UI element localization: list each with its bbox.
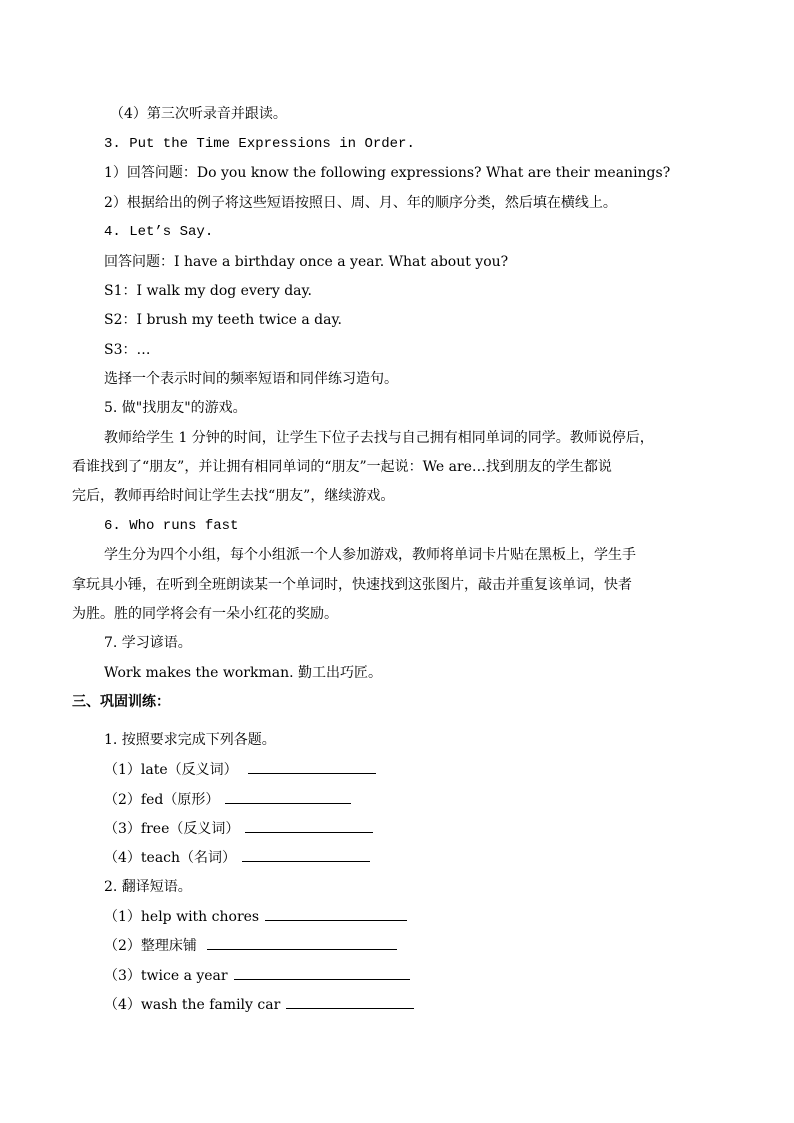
item-4-s2: S2：I brush my teeth twice a day. [104,312,342,328]
answer-blank[interactable] [248,759,376,774]
exercise-2-item [104,906,407,927]
item-4-s3: S3：… [104,342,151,358]
item-6-paragraph-line-2: 拿玩具小锤，在听到全班朗读某一个单词时，快速找到这张图片，敲击并重复该单词，快者 [72,577,632,593]
item-6-paragraph-line-1: 学生分为四个小组，每个小组派一个人参加游戏，教师将单词卡片贴在黑板上，学生手 [104,547,636,563]
exercise-1-item [104,789,351,810]
answer-blank[interactable] [242,847,370,862]
item-6-paragraph-line-3: 为胜。胜的同学将会有一朵小红花的奖励。 [72,606,338,622]
exercise-2-item [104,965,410,986]
item-3-title: 3. Put the Time Expressions in Order. [104,136,415,152]
step-4-listen-third-time: （4）第三次听录音并跟读。 [110,106,287,122]
exercise-1-item [104,818,373,839]
item-7-title: 7. 学习谚语。 [104,635,192,651]
answer-blank[interactable] [234,965,410,980]
item-5-paragraph-line-1: 教师给学生 1 分钟的时间，让学生下位子去找与自己拥有相同单词的同学。教师说停后， [104,430,654,446]
answer-blank[interactable] [207,935,397,950]
exercise-2-item-label: （2）整理床铺 [104,938,197,954]
exercise-2-item [104,935,397,956]
item-5-paragraph-line-3: 完后，教师再给时间让学生去找“朋友”，继续游戏。 [72,488,395,504]
exercise-2-item-label: （1）help with chores [104,909,260,925]
exercise-1-item-label: （3）free（反义词） [104,821,240,837]
item-3-question-2: 2）根据给出的例子将这些短语按照日、周、月、年的顺序分类，然后填在横线上。 [104,195,617,211]
exercise-2-title: 2. 翻译短语。 [104,879,192,895]
item-7-proverb: Work makes the workman. 勤工出巧匠。 [104,665,383,681]
item-3-question-1: 1）回答问题：Do you know the following expressions? What are their meanings? [104,165,671,181]
exercise-1-item-label: （4）teach（名词） [104,850,237,866]
item-5-title: 5. 做"找朋友"的游戏。 [104,400,247,416]
exercise-1-title: 1. 按照要求完成下列各题。 [104,732,276,748]
item-4-s1: S1：I walk my dog every day. [104,283,312,299]
item-4-title: 4. Let’s Say. [104,224,214,240]
answer-blank[interactable] [245,818,373,833]
answer-blank[interactable] [265,906,407,921]
exercise-1-item [104,847,370,868]
item-4-question: 回答问题：I have a birthday once a year. What about you? [104,254,509,270]
item-6-title: 6. Who runs fast [104,518,239,534]
exercise-2-item-label: （3）twice a year [104,968,228,984]
section-3-heading: 三、巩固训练： [72,694,170,710]
item-5-paragraph-line-2: 看谁找到了“朋友”，并让拥有相同单词的“朋友”一起说：We are…找到朋友的学生都说 [72,459,612,475]
answer-blank[interactable] [286,994,414,1009]
exercise-1-item [104,759,376,780]
exercise-2-item [104,994,414,1015]
exercise-2-item-label: （4）wash the family car [104,997,281,1013]
exercise-1-item-label: （1）late（反义词） [104,762,238,778]
exercise-1-item-label: （2）fed（原形） [104,792,220,808]
item-4-task: 选择一个表示时间的频率短语和同伴练习造句。 [104,371,398,387]
answer-blank[interactable] [225,789,351,804]
